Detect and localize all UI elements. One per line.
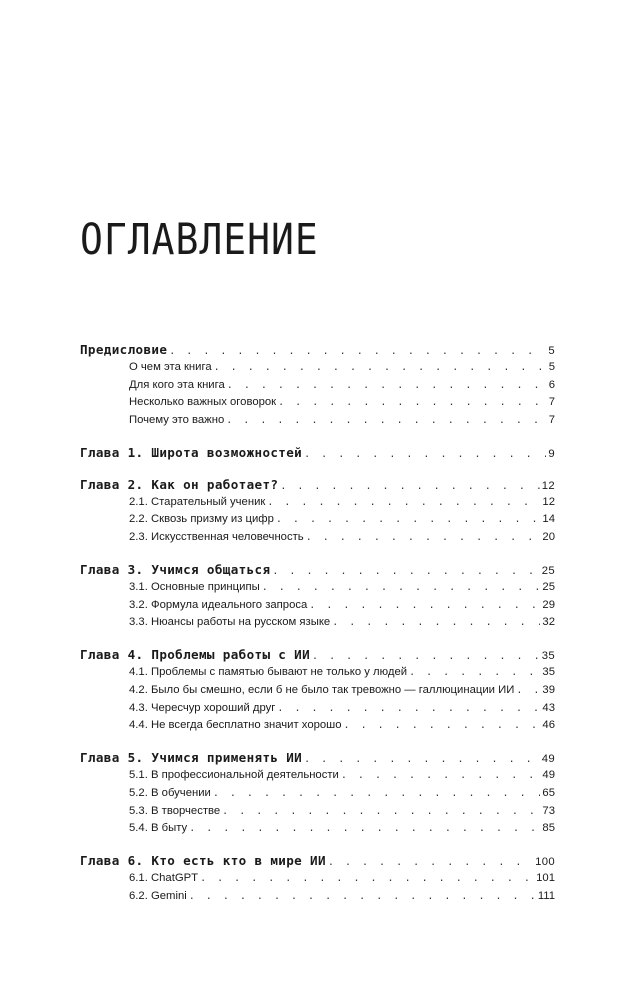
- toc-chapter-2[interactable]: [80, 476, 555, 494]
- toc-section[interactable]: [80, 412, 555, 430]
- dot-leader: [328, 854, 533, 870]
- toc-section-title: 2.2. Сквозь призму из цифр: [129, 513, 274, 526]
- toc-section-title: 6.2. Gemini: [129, 889, 187, 902]
- page-title: ОГЛАВЛЕНИЕ: [80, 214, 319, 264]
- toc-page-number: 100: [535, 856, 555, 869]
- toc-section-title: Для кого эта книга: [129, 378, 225, 391]
- toc-section-title: 5.3. В творчестве: [129, 804, 221, 817]
- dot-leader: [332, 614, 540, 632]
- toc-section[interactable]: [80, 767, 555, 785]
- toc-page-number: 14: [542, 513, 555, 526]
- toc-section-title: 5.2. В обучении: [129, 786, 211, 799]
- toc-spacer: [80, 735, 555, 749]
- dot-leader: [222, 803, 540, 821]
- dot-leader: [304, 446, 546, 462]
- toc-section-title: 2.1. Старательный ученик: [129, 495, 266, 508]
- toc-section[interactable]: [80, 579, 555, 597]
- toc-chapter-1[interactable]: [80, 444, 555, 462]
- toc-section[interactable]: [80, 494, 555, 512]
- toc-page-number: 5: [548, 360, 555, 373]
- dot-leader: [341, 767, 541, 785]
- dot-leader: [267, 494, 540, 512]
- toc-section[interactable]: [80, 529, 555, 547]
- toc-page-number: 9: [548, 447, 555, 460]
- toc-spacer: [80, 430, 555, 444]
- dot-leader: [200, 870, 534, 888]
- toc-page-number: 7: [548, 414, 555, 427]
- toc-spacer: [80, 838, 555, 852]
- dot-leader: [189, 820, 540, 838]
- toc-page-number: 25: [542, 580, 555, 593]
- dot-leader: [309, 597, 540, 615]
- toc-page-number: 85: [542, 822, 555, 835]
- toc-chapter-5[interactable]: [80, 749, 555, 767]
- dot-leader: [516, 682, 540, 700]
- dot-leader: [169, 343, 546, 359]
- toc-chapter-title: Глава 5. Учимся применять ИИ: [80, 750, 303, 766]
- toc-section[interactable]: [80, 664, 555, 682]
- toc-section-title: 6.1. ChatGPT: [129, 871, 199, 884]
- toc-page-number: 6: [548, 378, 555, 391]
- table-of-contents: [80, 341, 555, 906]
- toc-chapter-title: Глава 2. Как он работает?: [80, 476, 279, 492]
- toc-section[interactable]: [80, 597, 555, 615]
- toc-section[interactable]: [80, 377, 555, 395]
- toc-section[interactable]: [80, 803, 555, 821]
- toc-section-title: 5.4. В быту: [129, 822, 188, 835]
- dot-leader: [280, 478, 539, 494]
- toc-chapter-title: Глава 4. Проблемы работы с ИИ: [80, 647, 311, 663]
- toc-section-title: 4.1. Проблемы с памятью бывают не только у людей: [129, 665, 408, 678]
- dot-leader: [409, 664, 540, 682]
- toc-page-number: 46: [542, 719, 555, 732]
- toc-chapter-title: Глава 1. Широта возможностей: [80, 444, 303, 460]
- dot-leader: [189, 888, 536, 906]
- toc-section-title: 4.2. Было бы смешно, если б не было так тревожно — галлюцинации ИИ: [129, 683, 515, 696]
- dot-leader: [272, 563, 539, 579]
- toc-section-title: 2.3. Искусственная человечность: [129, 531, 304, 544]
- toc-page-number: 65: [542, 786, 555, 799]
- toc-section[interactable]: [80, 888, 555, 906]
- toc-section-title: 4.3. Чересчур хороший друг: [129, 701, 276, 714]
- toc-page-number: 35: [542, 665, 555, 678]
- toc-section-title: Почему это важно: [129, 414, 225, 427]
- toc-page-number: 12: [542, 495, 555, 508]
- toc-section[interactable]: [80, 820, 555, 838]
- toc-chapter-3[interactable]: [80, 561, 555, 579]
- dot-leader: [214, 359, 547, 377]
- toc-chapter-6[interactable]: [80, 852, 555, 870]
- dot-leader: [213, 785, 541, 803]
- toc-section-title: Несколько важных оговорок: [129, 396, 277, 409]
- toc-page-number: 12: [541, 479, 555, 492]
- toc-section-title: 3.1. Основные принципы: [129, 580, 260, 593]
- dot-leader: [226, 412, 546, 430]
- toc-page-number: 25: [541, 564, 555, 577]
- toc-section[interactable]: [80, 394, 555, 412]
- toc-page-number: 20: [542, 531, 555, 544]
- toc-page-number: 32: [542, 616, 555, 629]
- toc-chapter-4[interactable]: [80, 646, 555, 664]
- toc-page-number: 49: [542, 768, 555, 781]
- toc-section-title: О чем эта книга: [129, 360, 212, 373]
- toc-chapter-title: Глава 6. Кто есть кто в мире ИИ: [80, 853, 326, 869]
- dot-leader: [277, 700, 540, 718]
- toc-page-number: 39: [542, 683, 555, 696]
- toc-chapter-title: Глава 3. Учимся общаться: [80, 561, 271, 577]
- toc-section-title: 5.1. В профессиональной деятельности: [129, 768, 339, 781]
- toc-section[interactable]: [80, 682, 555, 700]
- dot-leader: [304, 751, 540, 767]
- dot-leader: [278, 394, 547, 412]
- toc-page-number: 7: [548, 396, 555, 409]
- dot-leader: [227, 377, 547, 395]
- dot-leader: [262, 579, 541, 597]
- toc-section[interactable]: [80, 870, 555, 888]
- dot-leader: [312, 648, 540, 664]
- toc-spacer: [80, 462, 555, 476]
- toc-page-number: 49: [541, 753, 555, 766]
- toc-page-number: 111: [537, 889, 555, 902]
- toc-section[interactable]: [80, 785, 555, 803]
- toc-section-title: 3.3. Нюансы работы на русском языке: [129, 616, 331, 629]
- toc-page-number: 35: [541, 650, 555, 663]
- toc-section[interactable]: [80, 700, 555, 718]
- dot-leader: [306, 529, 541, 547]
- toc-page-number: 5: [548, 345, 555, 357]
- toc-section[interactable]: [80, 359, 555, 377]
- toc-spacer: [80, 632, 555, 646]
- toc-page-number: 73: [542, 804, 555, 817]
- toc-chapter-title: Предисловие: [80, 342, 168, 357]
- toc-section-title: 4.4. Не всегда бесплатно значит хорошо: [129, 719, 342, 732]
- toc-section[interactable]: [80, 614, 555, 632]
- toc-page-number: 29: [542, 598, 555, 611]
- toc-page-number: 43: [542, 701, 555, 714]
- toc-spacer: [80, 547, 555, 561]
- toc-chapter-preface[interactable]: [80, 341, 555, 359]
- toc-section[interactable]: [80, 717, 555, 735]
- toc-page-number: 101: [536, 871, 555, 884]
- dot-leader: [344, 717, 541, 735]
- toc-section-title: 3.2. Формула идеального запроса: [129, 598, 308, 611]
- dot-leader: [276, 511, 541, 529]
- toc-section[interactable]: [80, 511, 555, 529]
